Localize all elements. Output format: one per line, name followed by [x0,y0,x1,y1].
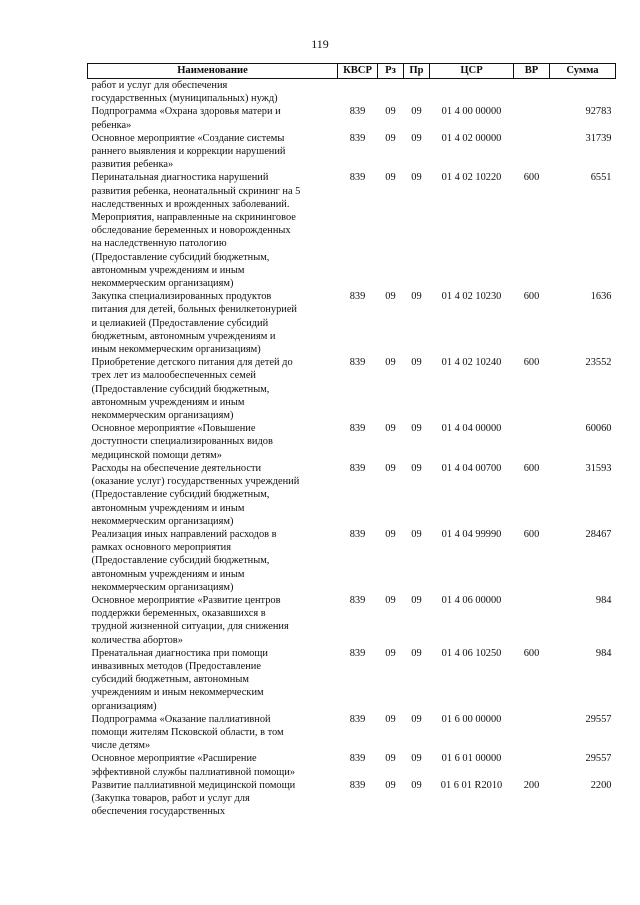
row-csr-cell: 01 4 04 00700 [441,462,502,474]
row-kvsr-cell [338,79,378,106]
row-pr-cell: 09 [411,462,422,474]
row-vr-cell: 600 [523,291,540,303]
row-rz-cell: 09 [385,528,396,540]
row-name-cell: Закупка специализированных продуктов питания для детей, больных фенилкетонурией и целиакией (Предоставление субсидий бюджетным, автономным учреждениям и иным некоммерческим организациям) [91,291,297,356]
table-row [88,647,616,713]
row-sum-cell: 28467 [585,528,612,540]
row-kvsr-cell: 839 [349,528,366,540]
table-row [88,779,616,819]
table-row [88,713,616,753]
row-name-cell: Подпрограмма «Оказание паллиативной помощи жителям Псковской области, в том числе детям» [91,713,284,752]
row-vr-cell [514,713,550,753]
row-kvsr-cell: 839 [349,172,366,184]
header-kvsr: КВСР [338,64,378,79]
row-kvsr-cell: 839 [349,357,366,369]
row-pr-cell: 09 [411,106,422,118]
table-row [88,752,616,778]
table-row [88,462,616,528]
table-header [88,64,616,79]
header-sum: Сумма [550,64,616,79]
row-kvsr-cell: 839 [349,106,366,118]
row-kvsr-cell: 839 [349,753,366,765]
row-sum-cell: 6551 [590,172,612,184]
row-rz-cell: 09 [385,462,396,474]
row-sum-cell: 92783 [585,106,612,118]
row-vr-cell [514,752,550,778]
row-rz-cell: 09 [385,753,396,765]
table-row [88,171,616,290]
row-sum-cell: 984 [595,647,612,659]
table-row [88,79,616,106]
row-name-cell: Основное мероприятие «Расширение эффективной службы паллиативной помощи» [91,753,296,778]
row-name-cell: Реализация иных направлений расходов в рамках основного мероприятия (Предоставление субсидий бюджетным, автономным учреждениям и иным некоммерческим организациям) [91,528,277,593]
row-sum-cell: 29557 [585,753,612,765]
row-vr-cell: 600 [523,647,540,659]
row-rz-cell: 09 [385,423,396,435]
table-row [88,132,616,172]
header-vr: ВР [514,64,550,79]
row-rz-cell: 09 [385,291,396,303]
row-csr-cell: 01 6 00 00000 [441,713,502,725]
row-pr-cell: 09 [411,528,422,540]
row-csr-cell: 01 4 00 00000 [441,106,502,118]
budget-table [87,63,616,818]
row-name-cell: Основное мероприятие «Создание системы раннего выявления и коррекции нарушений развития ребенка» [91,132,286,171]
row-sum-cell [550,79,616,106]
row-sum-cell: 1636 [590,291,612,303]
row-vr-cell: 200 [523,779,540,791]
table-row [88,356,616,422]
page-number: 119 [311,37,329,51]
row-csr-cell: 01 4 04 99990 [441,528,502,540]
row-pr-cell: 09 [411,713,422,725]
row-csr-cell: 01 6 01 00000 [441,753,502,765]
table-row [88,528,616,594]
row-vr-cell: 600 [523,462,540,474]
table-body [88,79,616,819]
row-rz-cell: 09 [385,713,396,725]
row-vr-cell: 600 [523,172,540,184]
header-csr: ЦСР [430,64,514,79]
row-vr-cell [514,79,550,106]
row-rz-cell: 09 [385,594,396,606]
row-csr-cell: 01 4 02 10240 [441,357,502,369]
row-pr-cell: 09 [411,357,422,369]
row-pr-cell [404,79,430,106]
row-kvsr-cell: 839 [349,462,366,474]
row-pr-cell: 09 [411,594,422,606]
row-vr-cell [514,105,550,131]
row-name-cell: Пренатальная диагностика при помощи инвазивных методов (Предоставление субсидий бюджетным, автономным учреждениям и иным некоммерческим организациям) [91,647,268,712]
row-name-cell: Перинатальная диагностика нарушений развития ребенка, неонатальный скрининг на 5 наследственных и врожденных заболеваний. Мероприятия, направленные на скрининговое обследование беременных и новорожденных на наследственную патологию (Предоставление субсидий бюджетным, автономным учреждениям и иным некоммерческим организациям) [91,172,301,290]
row-csr-cell: 01 4 02 10220 [441,172,502,184]
row-pr-cell: 09 [411,779,422,791]
row-rz-cell: 09 [385,779,396,791]
row-name-cell: Расходы на обеспечение деятельности (оказание услуг) государственных учреждений (Предоставление субсидий бюджетным, автономным учреждениям и иным некоммерческим организациям) [91,462,300,527]
row-vr-cell: 600 [523,357,540,369]
row-name-cell: Основное мероприятие «Повышение доступности специализированных видов медицинской помощи детям» [91,423,273,461]
row-kvsr-cell: 839 [349,713,366,725]
row-rz-cell: 09 [385,132,396,144]
row-csr-cell: 01 4 02 00000 [441,132,502,144]
row-sum-cell: 23552 [585,357,612,369]
row-vr-cell [514,422,550,462]
row-vr-cell [514,594,550,647]
row-sum-cell: 60060 [585,423,612,435]
row-kvsr-cell: 839 [349,423,366,435]
table-row [88,105,616,131]
row-rz-cell: 09 [385,647,396,659]
row-sum-cell: 31593 [585,462,612,474]
row-name-cell: Подпрограмма «Охрана здоровья матери и ребенка» [91,106,281,131]
table-row [88,422,616,462]
row-rz-cell: 09 [385,106,396,118]
row-rz-cell: 09 [385,172,396,184]
row-sum-cell: 2200 [590,779,612,791]
row-name-cell: Приобретение детского питания для детей до трех лет из малообеспеченных семей (Предоставление субсидий бюджетным, автономным учреждениям и иным некоммерческим организациям) [91,357,293,422]
row-name-cell: работ и услуг для обеспечения государственных (муниципальных) нужд) [91,80,278,105]
row-name-cell: Основное мероприятие «Развитие центров поддержки беременных, оказавшихся в трудной жизненной ситуации, для снижения количества абортов» [91,594,289,646]
row-pr-cell: 09 [411,753,422,765]
table-row [88,594,616,647]
row-csr-cell: 01 4 06 00000 [441,594,502,606]
row-sum-cell: 29557 [585,713,612,725]
row-sum-cell: 31739 [585,132,612,144]
row-sum-cell: 984 [595,594,612,606]
row-pr-cell: 09 [411,423,422,435]
row-kvsr-cell: 839 [349,132,366,144]
row-rz-cell [378,79,404,106]
row-pr-cell: 09 [411,132,422,144]
row-pr-cell: 09 [411,172,422,184]
row-rz-cell: 09 [385,357,396,369]
row-vr-cell: 600 [523,528,540,540]
row-kvsr-cell: 839 [349,291,366,303]
row-kvsr-cell: 839 [349,647,366,659]
row-csr-cell: 01 4 02 10230 [441,291,502,303]
row-vr-cell [514,132,550,172]
row-pr-cell: 09 [411,291,422,303]
row-csr-cell: 01 6 01 R2010 [440,779,503,791]
row-kvsr-cell: 839 [349,779,366,791]
row-csr-cell: 01 4 06 10250 [441,647,502,659]
row-kvsr-cell: 839 [349,594,366,606]
row-name-cell: Развитие паллиативной медицинской помощи (Закупка товаров, работ и услуг для обеспечения государственных [91,779,296,818]
header-pr: Пр [404,64,430,79]
row-csr-cell: 01 4 04 00000 [441,423,502,435]
row-pr-cell: 09 [411,647,422,659]
header-rz: Рз [378,64,404,79]
table-row [88,290,616,356]
row-csr-cell [430,79,514,106]
header-name: Наименование [88,64,338,79]
